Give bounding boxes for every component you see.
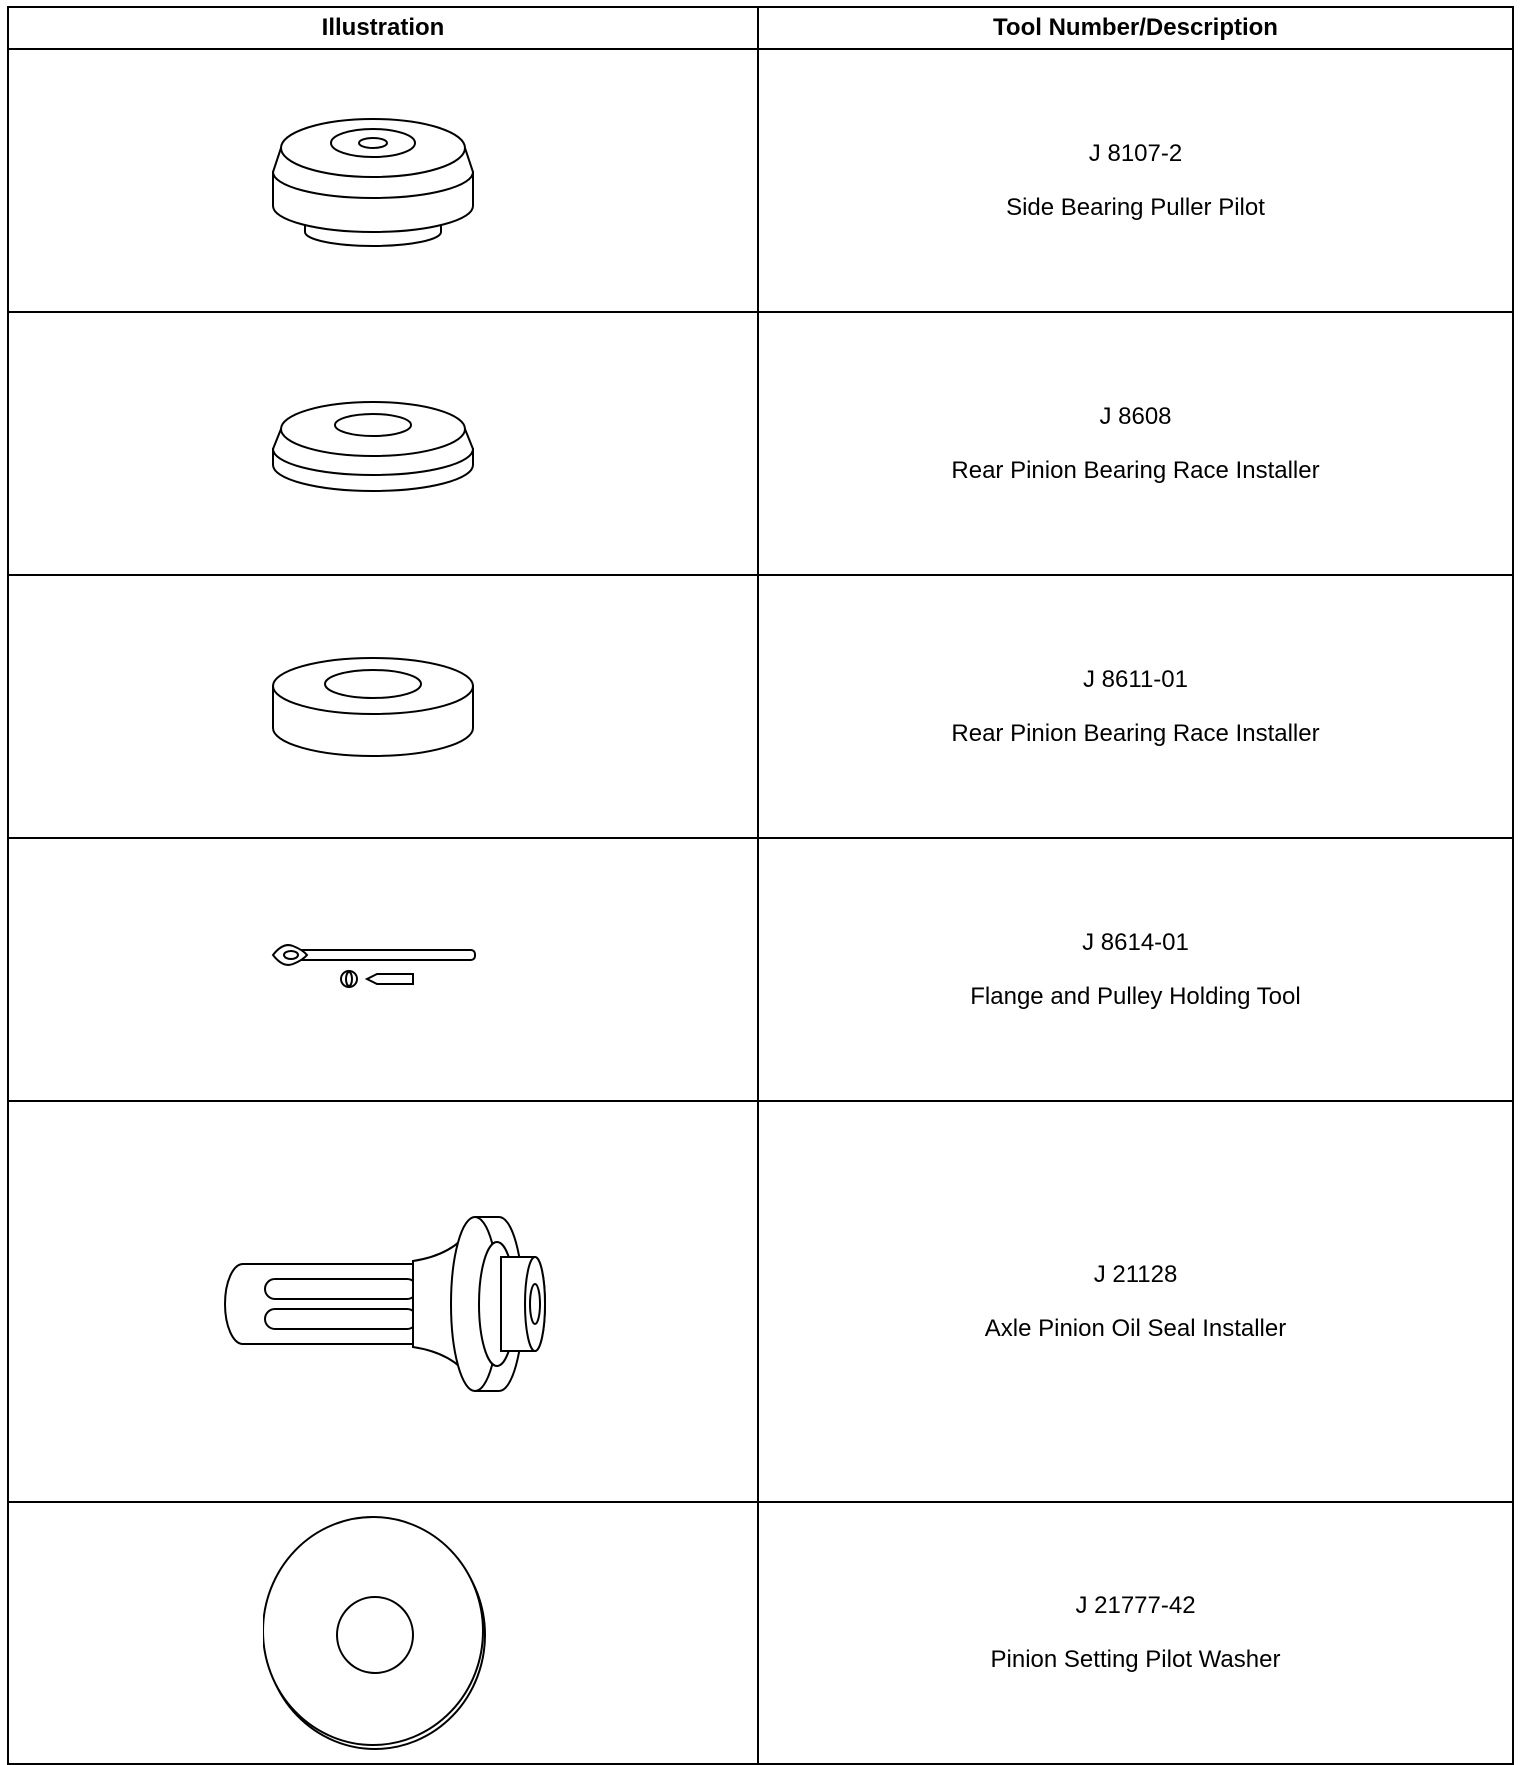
tool-cell [758, 312, 1513, 575]
tool-number: J 21777-42 [1075, 1592, 1196, 1619]
illustration-cell [8, 1502, 758, 1764]
table-row [8, 1502, 1513, 1764]
table-row [8, 838, 1513, 1101]
seal-installer-icon [213, 1207, 553, 1397]
tool-cell [758, 49, 1513, 312]
tool-description: Side Bearing Puller Pilot [1006, 193, 1265, 221]
tool-cell [758, 575, 1513, 838]
side-bearing-puller-pilot-icon [263, 106, 503, 256]
race-installer-disc-icon [263, 642, 503, 772]
tool-number: J 8614-01 [1082, 928, 1189, 956]
tool-cell [758, 838, 1513, 1101]
tool-number: J 8107-2 [1088, 139, 1183, 167]
tool-number: J 8608 [1099, 402, 1172, 430]
tool-number: J 21128 [1093, 1260, 1178, 1288]
tool-number: J 8611-01 [1083, 665, 1188, 693]
table-row [8, 575, 1513, 838]
tool-description: Rear Pinion Bearing Race Installer [951, 456, 1320, 484]
tool-description: Pinion Setting Pilot Washer [990, 1646, 1281, 1673]
illustration-cell [8, 1101, 758, 1502]
washer-icon [263, 1513, 503, 1753]
illustration-cell [8, 312, 758, 575]
tool-description: Flange and Pulley Holding Tool [970, 982, 1301, 1010]
tool-header: Tool Number/Description [758, 7, 1513, 49]
table-row [8, 49, 1513, 312]
tool-table [7, 6, 1514, 1765]
illustration-cell [8, 838, 758, 1101]
race-installer-icon [263, 389, 503, 499]
illustration-cell [8, 49, 758, 312]
tool-description: Axle Pinion Oil Seal Installer [984, 1314, 1287, 1342]
tool-cell [758, 1502, 1513, 1764]
tool-cell [758, 1101, 1513, 1502]
table-row [8, 312, 1513, 575]
tool-description: Rear Pinion Bearing Race Installer [951, 719, 1320, 747]
header-row [8, 7, 1513, 49]
illustration-cell [8, 575, 758, 838]
holding-tool-icon [263, 940, 503, 1000]
illustration-header: Illustration [8, 7, 758, 49]
table-row [8, 1101, 1513, 1502]
